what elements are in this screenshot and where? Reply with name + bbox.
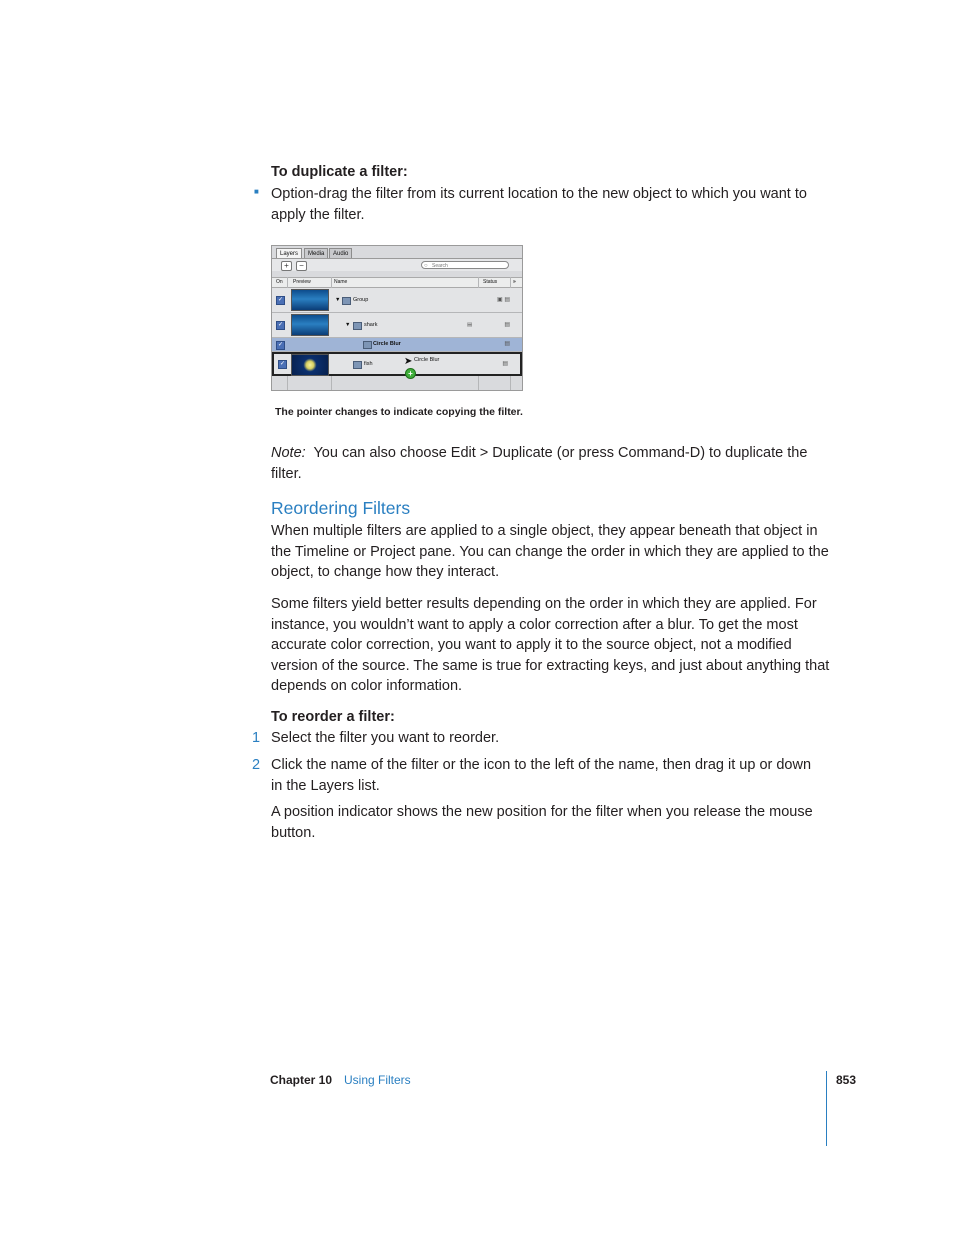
col-name[interactable]: Name: [334, 279, 348, 285]
text-line: filter.: [271, 465, 302, 482]
note-paragraph: [271, 443, 831, 484]
layer-row-group[interactable]: [272, 288, 522, 313]
footer-chapter: Chapter 10: [270, 1073, 333, 1087]
copy-plus-icon: +: [405, 368, 416, 379]
lock-icon[interactable]: ▤: [504, 322, 510, 328]
bullet-icon: ■: [254, 187, 259, 196]
tab-audio[interactable]: Audio: [329, 248, 352, 259]
text-line: depends on color information.: [271, 678, 463, 694]
step-followup: [271, 802, 841, 843]
text-line: [271, 443, 831, 464]
preview-thumbnail: [291, 289, 329, 311]
text-line: instance, you wouldn’t want to apply a color correction after a blur. To get the most: [271, 616, 798, 633]
add-layer-button[interactable]: +: [281, 261, 292, 271]
layer-icon: [353, 322, 362, 330]
layers-panel-screenshot: [271, 245, 523, 391]
drag-filter-label: Circle Blur: [414, 357, 440, 363]
reorder-heading: To reorder a filter:: [271, 709, 395, 725]
disclosure-triangle-icon[interactable]: ▼: [345, 322, 351, 328]
layer-name[interactable]: shark: [364, 322, 378, 328]
disclosure-triangle-icon[interactable]: ▼: [335, 297, 341, 303]
footer-chapter-title[interactable]: Using Filters: [344, 1073, 411, 1087]
enable-checkbox[interactable]: ✓: [279, 361, 286, 367]
text-line: Click the name of the filter or the icon to the left of the name, then drag it up or down: [271, 757, 812, 773]
paragraph: [271, 521, 841, 583]
text-line: version of the source. The same is true for extracting keys, and just about anything that: [271, 657, 830, 674]
text-line: button.: [271, 824, 316, 841]
step-number: 1: [252, 730, 261, 746]
text-line: object, to change how they interact.: [271, 564, 500, 580]
text-line: A position indicator shows the new position for the filter when you release the mouse: [271, 804, 813, 820]
layer-row-fish[interactable]: [272, 352, 522, 376]
preview-thumbnail: [291, 314, 329, 336]
paragraph: [271, 594, 841, 697]
col-preview[interactable]: Preview: [293, 279, 311, 285]
text-line: Some filters yield better results depending on the order in which they are applied. For: [271, 596, 817, 612]
column-header: [272, 277, 522, 288]
layer-icon: [353, 361, 362, 369]
tab-layers[interactable]: Layers: [276, 248, 302, 259]
step-text: [271, 755, 841, 796]
enable-checkbox[interactable]: ✓: [277, 322, 284, 328]
lock-icon[interactable]: ▣ ▤: [496, 297, 510, 303]
enable-checkbox[interactable]: ✓: [277, 297, 284, 303]
filter-icon: [363, 341, 372, 349]
footer-divider: [826, 1071, 827, 1146]
layer-name[interactable]: fish: [364, 361, 373, 367]
duplicate-instruction: [271, 184, 831, 225]
text-line: accurate color correction, you want to apply it to the source object, not a modified: [271, 637, 792, 653]
tab-media[interactable]: Media: [304, 248, 328, 259]
col-on[interactable]: On: [276, 279, 283, 285]
filter-badge-icon: ▤: [467, 322, 473, 328]
remove-layer-button[interactable]: −: [296, 261, 307, 271]
text-line: Option-drag the filter from its current location to the new object to which you want to: [271, 186, 807, 202]
step-text: Select the filter you want to reorder.: [271, 730, 500, 746]
panel-toolbar: [272, 258, 522, 271]
lock-icon[interactable]: ▤: [502, 361, 508, 367]
group-icon: [342, 297, 351, 305]
text-line: When multiple filters are applied to a single object, they appear beneath that object in: [271, 523, 818, 539]
text-line: apply the filter.: [271, 206, 365, 223]
note-label: Note:: [271, 445, 306, 461]
search-input[interactable]: ○ Search: [421, 261, 509, 269]
layer-name[interactable]: Group: [353, 297, 369, 303]
text-line: You can also choose Edit > Duplicate (or press Command-D) to duplicate the: [313, 445, 808, 461]
text-line: in the Layers list.: [271, 777, 380, 794]
layer-row-circle-blur[interactable]: [272, 338, 522, 352]
col-status[interactable]: Status: [483, 279, 498, 285]
section-title: Reordering Filters: [271, 498, 411, 518]
text-line: the Timeline or Project pane. You can change the order in which they are applied to the: [271, 543, 829, 560]
layer-row-shark[interactable]: [272, 313, 522, 338]
expand-columns-icon[interactable]: »: [513, 279, 516, 285]
layer-name[interactable]: Circle Blur: [373, 341, 401, 347]
figure-caption: The pointer changes to indicate copying the filter.: [275, 406, 523, 418]
step-number: 2: [252, 757, 261, 773]
preview-thumbnail: [291, 354, 329, 376]
page-number: 853: [836, 1073, 857, 1087]
lock-icon[interactable]: ▤: [504, 341, 510, 347]
enable-checkbox[interactable]: ✓: [277, 342, 284, 348]
duplicate-heading: To duplicate a filter:: [271, 164, 408, 180]
pointer-arrow-icon: ➤: [404, 356, 413, 367]
